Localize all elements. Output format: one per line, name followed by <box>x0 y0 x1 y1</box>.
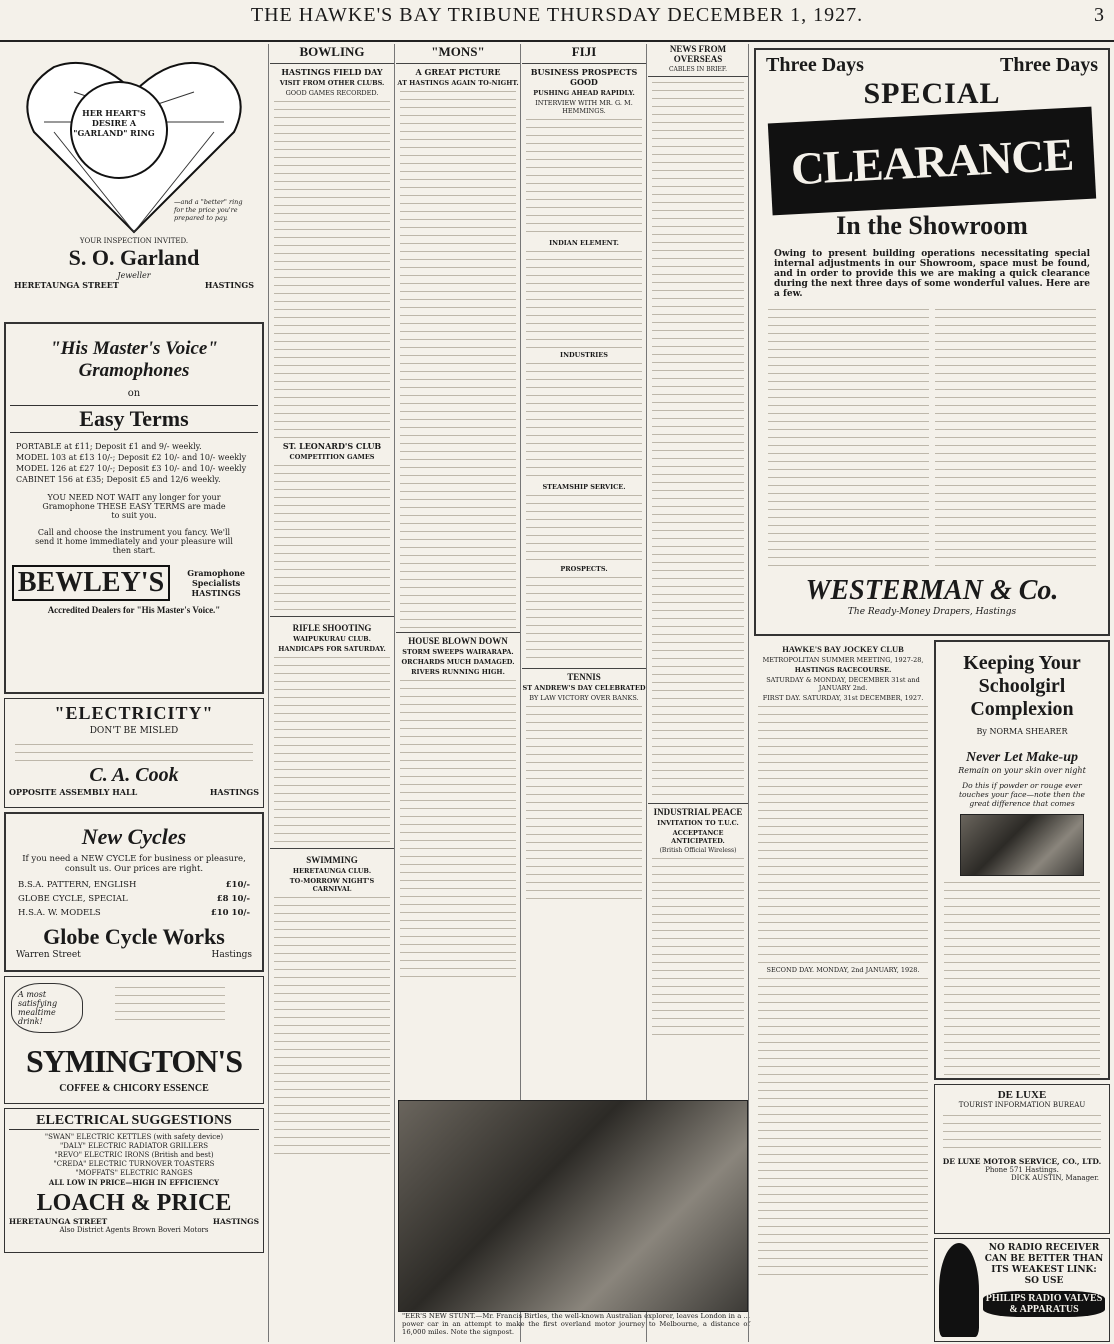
hmv-price-126: MODEL 126 at £27 10/-; Deposit £3 10/- and 10/- weekly <box>16 464 247 473</box>
bowling-column <box>270 44 395 1342</box>
showroom-heading: In the Showroom <box>836 211 1028 240</box>
jockey-day2: SECOND DAY. MONDAY, 2nd JANUARY, 1928. <box>766 966 920 974</box>
cycles-intro: If you need a NEW CYCLE for business or pleasure, consult us. Our prices are right. <box>22 854 246 874</box>
mons-title: "MONS" <box>431 44 485 59</box>
bowling-article-text <box>274 99 390 439</box>
cycles-title: New Cycles <box>81 824 187 849</box>
cycle-item-name: B.S.A. PATTERN, ENGLISH <box>18 880 137 890</box>
philips-text: NO RADIO RECEIVER CAN BE BETTER THAN ITS WEAKEST LINK: SO USE <box>984 1243 1104 1286</box>
three-days-left: Three Days <box>766 54 864 76</box>
jockey-day2-races <box>758 976 928 1276</box>
symington-blurb: A most satisfying mealtime drink! <box>11 983 83 1033</box>
cycle-item-name: GLOBE CYCLE, SPECIAL <box>18 894 128 904</box>
garland-role: Jeweller <box>117 271 151 280</box>
jockey-day1-races <box>758 704 928 964</box>
garland-street: HERETAUNGA STREET <box>14 280 119 290</box>
deluxe-text <box>943 1113 1101 1153</box>
industrial-peace-title: INDUSTRIAL PEACE <box>653 807 743 817</box>
palmolive-text <box>944 880 1100 1080</box>
bowling-subhead: VISIT FROM OTHER CLUBS. <box>279 79 385 87</box>
symington-ad <box>4 976 264 1104</box>
cycles-ad <box>4 812 264 972</box>
symington-name: SYMINGTON'S <box>25 1043 242 1079</box>
complexion-byline: By NORMA SHEARER <box>976 727 1068 736</box>
globe-name: Globe Cycle Works <box>43 924 225 949</box>
garland-town: HASTINGS <box>204 280 254 290</box>
symington-text <box>115 985 225 1025</box>
jockey-meeting: METROPOLITAN SUMMER MEETING, 1927-28, <box>762 656 924 664</box>
electrical-item: "DALY" ELECTRIC RADIATOR GRILLERS <box>59 1142 209 1150</box>
peace-sub-3: (British Official Wireless) <box>659 847 737 854</box>
jockey-club-ad <box>754 644 932 1338</box>
deluxe-name: DE LUXE MOTOR SERVICE, CO., LTD. <box>942 1157 1102 1166</box>
jockey-dates: SATURDAY & MONDAY, DECEMBER 31st and JANUARY 2nd. <box>766 676 920 692</box>
fiji-title: FIJI <box>571 44 597 59</box>
rifle-club: WAIPUKURAU CLUB. <box>293 635 371 643</box>
deluxe-sub: TOURIST INFORMATION BUREAU <box>958 1101 1086 1109</box>
electrical-title: ELECTRICAL SUGGESTIONS <box>9 1113 259 1130</box>
tennis-sub-2: BY LAW VICTORY OVER BANKS. <box>529 694 639 702</box>
overseas-column <box>648 44 749 1342</box>
complexion-title: Keeping Your Schoolgirl Complexion <box>963 652 1081 720</box>
fiji-text-1 <box>526 117 642 237</box>
loach-street: HERETAUNGA STREET <box>9 1217 108 1226</box>
globe-town: Hastings <box>211 950 252 960</box>
fiji-prospects: PROSPECTS. <box>560 565 608 573</box>
bather-illustration <box>960 814 1084 876</box>
cook-town: HASTINGS <box>209 787 259 797</box>
swimming-carnival: TO-MORROW NIGHT'S CARNIVAL <box>289 877 375 893</box>
peace-text <box>652 856 744 1036</box>
hmv-price-103: MODEL 103 at £13 10/-; Deposit £2 10/- and 10/- weekly <box>16 453 247 462</box>
mons-subhead: AT HASTINGS AGAIN TO-NIGHT. <box>397 79 519 87</box>
fiji-industries: INDUSTRIES <box>560 351 608 359</box>
swimming-club: HERETAUNGA CLUB. <box>292 867 372 875</box>
house-article-text <box>400 678 516 978</box>
electricity-misled: DON'T BE MISLED <box>89 726 179 736</box>
garland-ad <box>4 48 264 318</box>
valve-icon <box>939 1243 979 1337</box>
jockey-course: HASTINGS RACECOURSE. <box>794 666 892 674</box>
st-leonard-head: ST. LEONARD'S CLUB <box>282 441 382 451</box>
cycle-item-price: £10 10/- <box>210 908 250 918</box>
fiji-interview: INTERVIEW WITH MR. G. M. HEMMINGS. <box>535 99 633 115</box>
cycle-item-price: £8 10/- <box>216 894 250 904</box>
fiji-text-3 <box>526 361 642 481</box>
tennis-title: TENNIS <box>567 672 601 682</box>
jockey-title: HAWKE'S BAY JOCKEY CLUB <box>782 644 904 654</box>
heart-text: HER HEART'S DESIRE A "GARLAND" RING <box>73 108 155 138</box>
cycle-item-price: £10/- <box>225 880 250 890</box>
newspaper-title: THE HAWKE'S BAY TRIBUNE THURSDAY DECEMBER 1, 1927. <box>250 4 864 26</box>
st-leonard-text <box>274 463 390 613</box>
peace-sub-1: INVITATION TO T.U.C. <box>657 819 739 827</box>
electricity-title: "ELECTRICITY" <box>54 703 214 723</box>
symington-tag: COFFEE & CHICORY ESSENCE <box>59 1083 209 1094</box>
westerman-ad <box>754 48 1110 636</box>
westerman-tag: The Ready-Money Drapers, Hastings <box>847 607 1017 617</box>
fiji-subhead: PUSHING AHEAD RAPIDLY. <box>533 89 635 97</box>
rifle-handicaps: HANDICAPS FOR SATURDAY. <box>278 645 386 653</box>
hmv-wait: YOU NEED NOT WAIT any longer for your Gramophone THESE EASY TERMS are made to suit you. <box>42 493 226 520</box>
electrical-item: ALL LOW IN PRICE—HIGH IN EFFICIENCY <box>48 1178 220 1187</box>
rifle-title: RIFLE SHOOTING <box>292 623 372 633</box>
dothis-text: Do this if powder or rouge ever touches your face—note then the great difference that comes <box>959 781 1085 808</box>
bewleys-spec: Gramophone Specialists HASTINGS <box>187 568 245 598</box>
fiji-text-2 <box>526 249 642 349</box>
tennis-sub: ST ANDREW'S DAY CELEBRATED <box>522 684 646 692</box>
fiji-text-4 <box>526 493 642 563</box>
peace-sub-2: ACCEPTANCE ANTICIPATED. <box>671 829 725 845</box>
garland-name: S. O. Garland <box>68 245 200 270</box>
house-sub-1: STORM SWEEPS WAIRARAPA. <box>402 648 514 656</box>
bowling-title: BOWLING <box>299 44 365 59</box>
hmv-on: on <box>127 388 141 399</box>
remain-subhead: Remain on your skin over night <box>958 766 1086 775</box>
clearance-banner: CLEARANCE <box>789 128 1075 194</box>
ads-column-left <box>0 44 269 1342</box>
palmolive-ad <box>934 640 1110 1080</box>
fiji-text-5 <box>526 575 642 665</box>
special-heading: SPECIAL <box>863 77 1001 110</box>
deluxe-manager: DICK AUSTIN, Manager. <box>1011 1174 1099 1182</box>
fiji-headline: BUSINESS PROSPECTS GOOD <box>530 67 638 87</box>
westerman-list-left <box>768 307 929 567</box>
mons-article-text <box>400 89 516 629</box>
photo-caption: "EER'S NEW STUNT.—Mr. Francis Birtles, the well-known Australian explorer, leaves London in a ... power car in an attempt to make the first overland motor journey to Melbourne, a distance of 16,000 miles. Note the signpost. <box>402 1312 750 1336</box>
cook-address: OPPOSITE ASSEMBLY HALL <box>9 787 138 797</box>
electricity-details <box>15 742 253 764</box>
cycle-item-name: H.S.A. W. MODELS <box>18 908 101 918</box>
westerman-name: WESTERMAN & Co. <box>805 575 1059 606</box>
loach-town: HASTINGS <box>212 1217 259 1226</box>
overseas-title: NEWS FROM OVERSEAS <box>669 44 727 64</box>
cook-name: C. A. Cook <box>89 764 179 786</box>
competition-head: COMPETITION GAMES <box>289 453 375 461</box>
swimming-title: SWIMMING <box>306 855 358 865</box>
page-number: 3 <box>1094 4 1104 26</box>
swimming-text <box>274 895 390 1155</box>
never-heading: Never Let Make-up <box>966 750 1078 765</box>
masthead <box>0 0 1114 42</box>
house-sub-3: RIVERS RUNNING HIGH. <box>411 668 505 676</box>
electrical-item: "MOFFATS" ELECTRIC RANGES <box>75 1169 193 1177</box>
philips-brand: PHILIPS RADIO VALVES & APPARATUS <box>983 1291 1105 1317</box>
electrical-item: "CREDA" ELECTRIC TURNOVER TOASTERS <box>53 1160 215 1168</box>
westerman-list-right <box>935 307 1096 567</box>
bewleys-name: BEWLEY'S <box>12 565 170 601</box>
tennis-text <box>526 704 642 904</box>
house-blown-title: HOUSE BLOWN DOWN <box>408 636 508 646</box>
deluxe-phone: Phone 571 Hastings. <box>985 1166 1059 1174</box>
hmv-price-cabinet: CABINET 156 at £35; Deposit £5 and 12/6 weekly. <box>16 475 221 484</box>
fiji-indian: INDIAN ELEMENT. <box>549 239 619 247</box>
overseas-text <box>652 80 744 800</box>
hmv-price-portable: PORTABLE at £11; Deposit £1 and 9/- weekly. <box>16 442 202 451</box>
jockey-day1: FIRST DAY. SATURDAY, 31st DECEMBER, 1927. <box>762 694 924 702</box>
garland-invite: YOUR INSPECTION INVITED. <box>79 237 189 245</box>
garland-tagline: —and a "better" ring for the price you're prepared to pay. <box>174 198 243 222</box>
electrical-item: "REVO" ELECTRIC IRONS (British and best) <box>54 1151 214 1159</box>
electricity-ad <box>4 698 264 808</box>
hmv-title: "His Master's Voice" Gramophones <box>50 338 218 381</box>
ads-column-right <box>750 44 1114 1342</box>
house-sub-2: ORCHARDS MUCH DAMAGED. <box>401 658 515 666</box>
electrical-item: "SWAN" ELECTRIC KETTLES (with safety device) <box>44 1133 224 1141</box>
westerman-intro: Owing to present building operations necessitating special internal adjustments in our Showroom, space must be found, and in order to provide this we are making a quick clearance during the next three days of some wonderful values. Here are a few. <box>774 249 1090 299</box>
overseas-sub: CABLES IN BRIEF. <box>668 66 728 73</box>
bowling-headline: HASTINGS FIELD DAY <box>281 67 383 77</box>
hmv-ad <box>4 322 264 694</box>
globe-street: Warren Street <box>16 950 81 960</box>
deluxe-ad <box>934 1084 1110 1234</box>
three-days-right: Three Days <box>1000 54 1098 76</box>
philips-ad <box>934 1238 1110 1342</box>
deluxe-title: DE LUXE <box>997 1089 1047 1101</box>
electrical-suggestions-ad <box>4 1108 264 1253</box>
hmv-call: Call and choose the instrument you fancy. We'll send it home immediately and your pleasure will then start. <box>35 528 233 555</box>
fiji-steamship: STEAMSHIP SERVICE. <box>542 483 626 491</box>
bowling-subhead-2: GOOD GAMES RECORDED. <box>285 89 379 97</box>
hmv-accredited: Accredited Dealers for "His Master's Voice." <box>47 605 221 615</box>
loach-name: LOACH & PRICE <box>36 1190 232 1216</box>
hmv-terms: Easy Terms <box>10 405 258 433</box>
mons-headline: A GREAT PICTURE <box>415 67 501 77</box>
rifle-text <box>274 655 390 845</box>
loach-agents: Also District Agents Brown Boveri Motors <box>59 1226 209 1234</box>
